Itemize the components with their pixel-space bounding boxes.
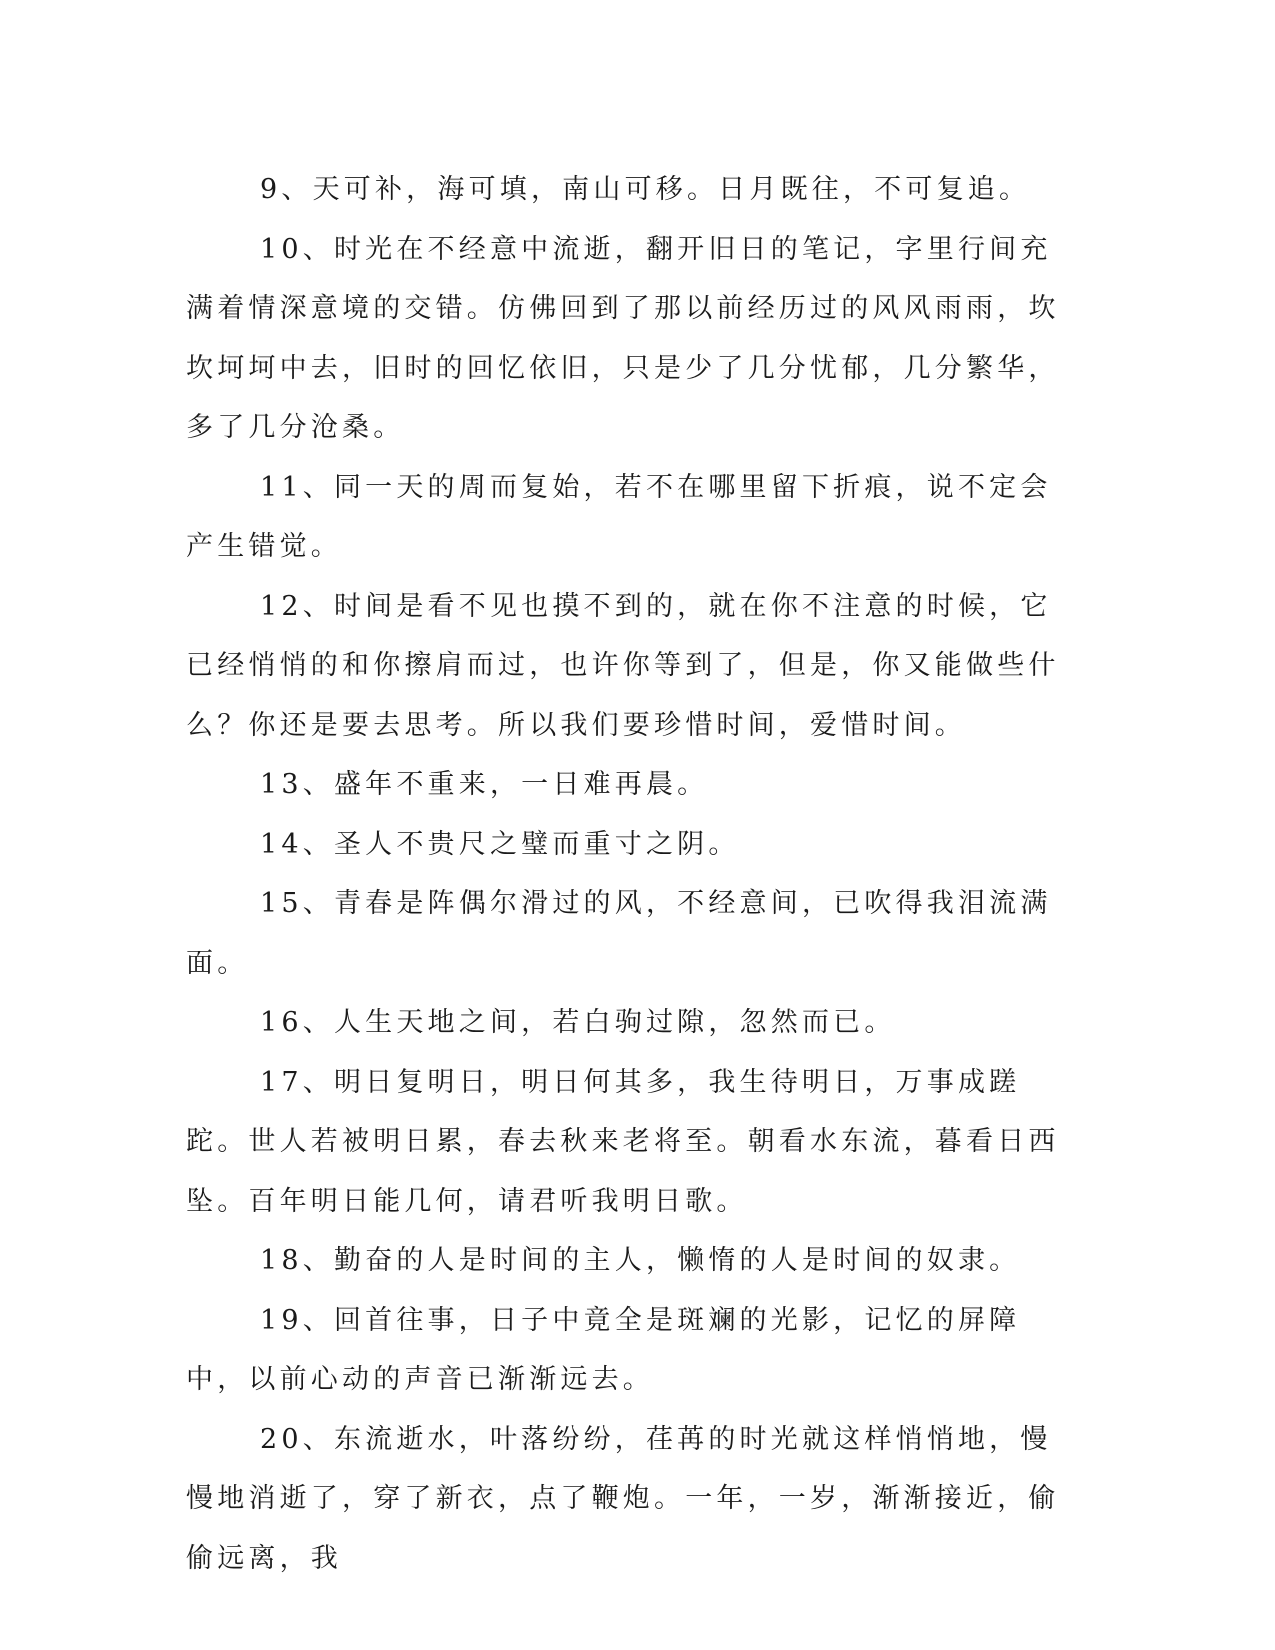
paragraph-10: 10、时光在不经意中流逝，翻开旧日的笔记，字里行间充满着情深意境的交错。仿佛回到了那以前经历过的风风雨雨，坎坎坷坷中去，旧时的回忆依旧，只是少了几分忧郁，几分繁华，多了几分沧桑。 <box>186 233 1060 443</box>
paragraph-11: 11、同一天的周而复始，若不在哪里留下折痕，说不定会产生错觉。 <box>186 471 1052 562</box>
document-body <box>186 160 1066 1588</box>
paragraph-9: 9、天可补，海可填，南山可移。日月既往，不可复追。 <box>260 174 1031 205</box>
paragraph-18: 18、勤奋的人是时间的主人，懒惰的人是时间的奴隶。 <box>260 1245 1021 1276</box>
paragraph-19: 19、回首往事，日子中竟全是斑斓的光影，记忆的屏障中，以前心动的声音已渐渐远去。 <box>186 1304 1021 1395</box>
paragraph-15: 15、青春是阵偶尔滑过的风，不经意间，已吹得我泪流满面。 <box>186 888 1052 979</box>
paragraph-16: 16、人生天地之间，若白驹过隙，忽然而已。 <box>260 1007 896 1038</box>
paragraph-13: 13、盛年不重来，一日难再晨。 <box>260 769 709 800</box>
paragraph-14: 14、圣人不贵尺之璧而重寸之阴。 <box>260 828 740 860</box>
paragraph-17: 17、明日复明日，明日何其多，我生待明日，万事成蹉跎。世人若被明日累，春去秋来老将至。朝看水东流，暮看日西坠。百年明日能几何，请君听我明日歌。 <box>186 1066 1060 1217</box>
paragraph-12: 12、时间是看不见也摸不到的，就在你不注意的时候，它已经悄悄的和你擦肩而过，也许你等到了，但是，你又能做些什么？你还是要去思考。所以我们要珍惜时间，爱惜时间。 <box>186 590 1060 741</box>
paragraph-20: 20、东流逝水，叶落纷纷，荏苒的时光就这样悄悄地，慢慢地消逝了，穿了新衣，点了鞭炮。一年，一岁，渐渐接近，偷偷远离，我 <box>186 1423 1060 1574</box>
